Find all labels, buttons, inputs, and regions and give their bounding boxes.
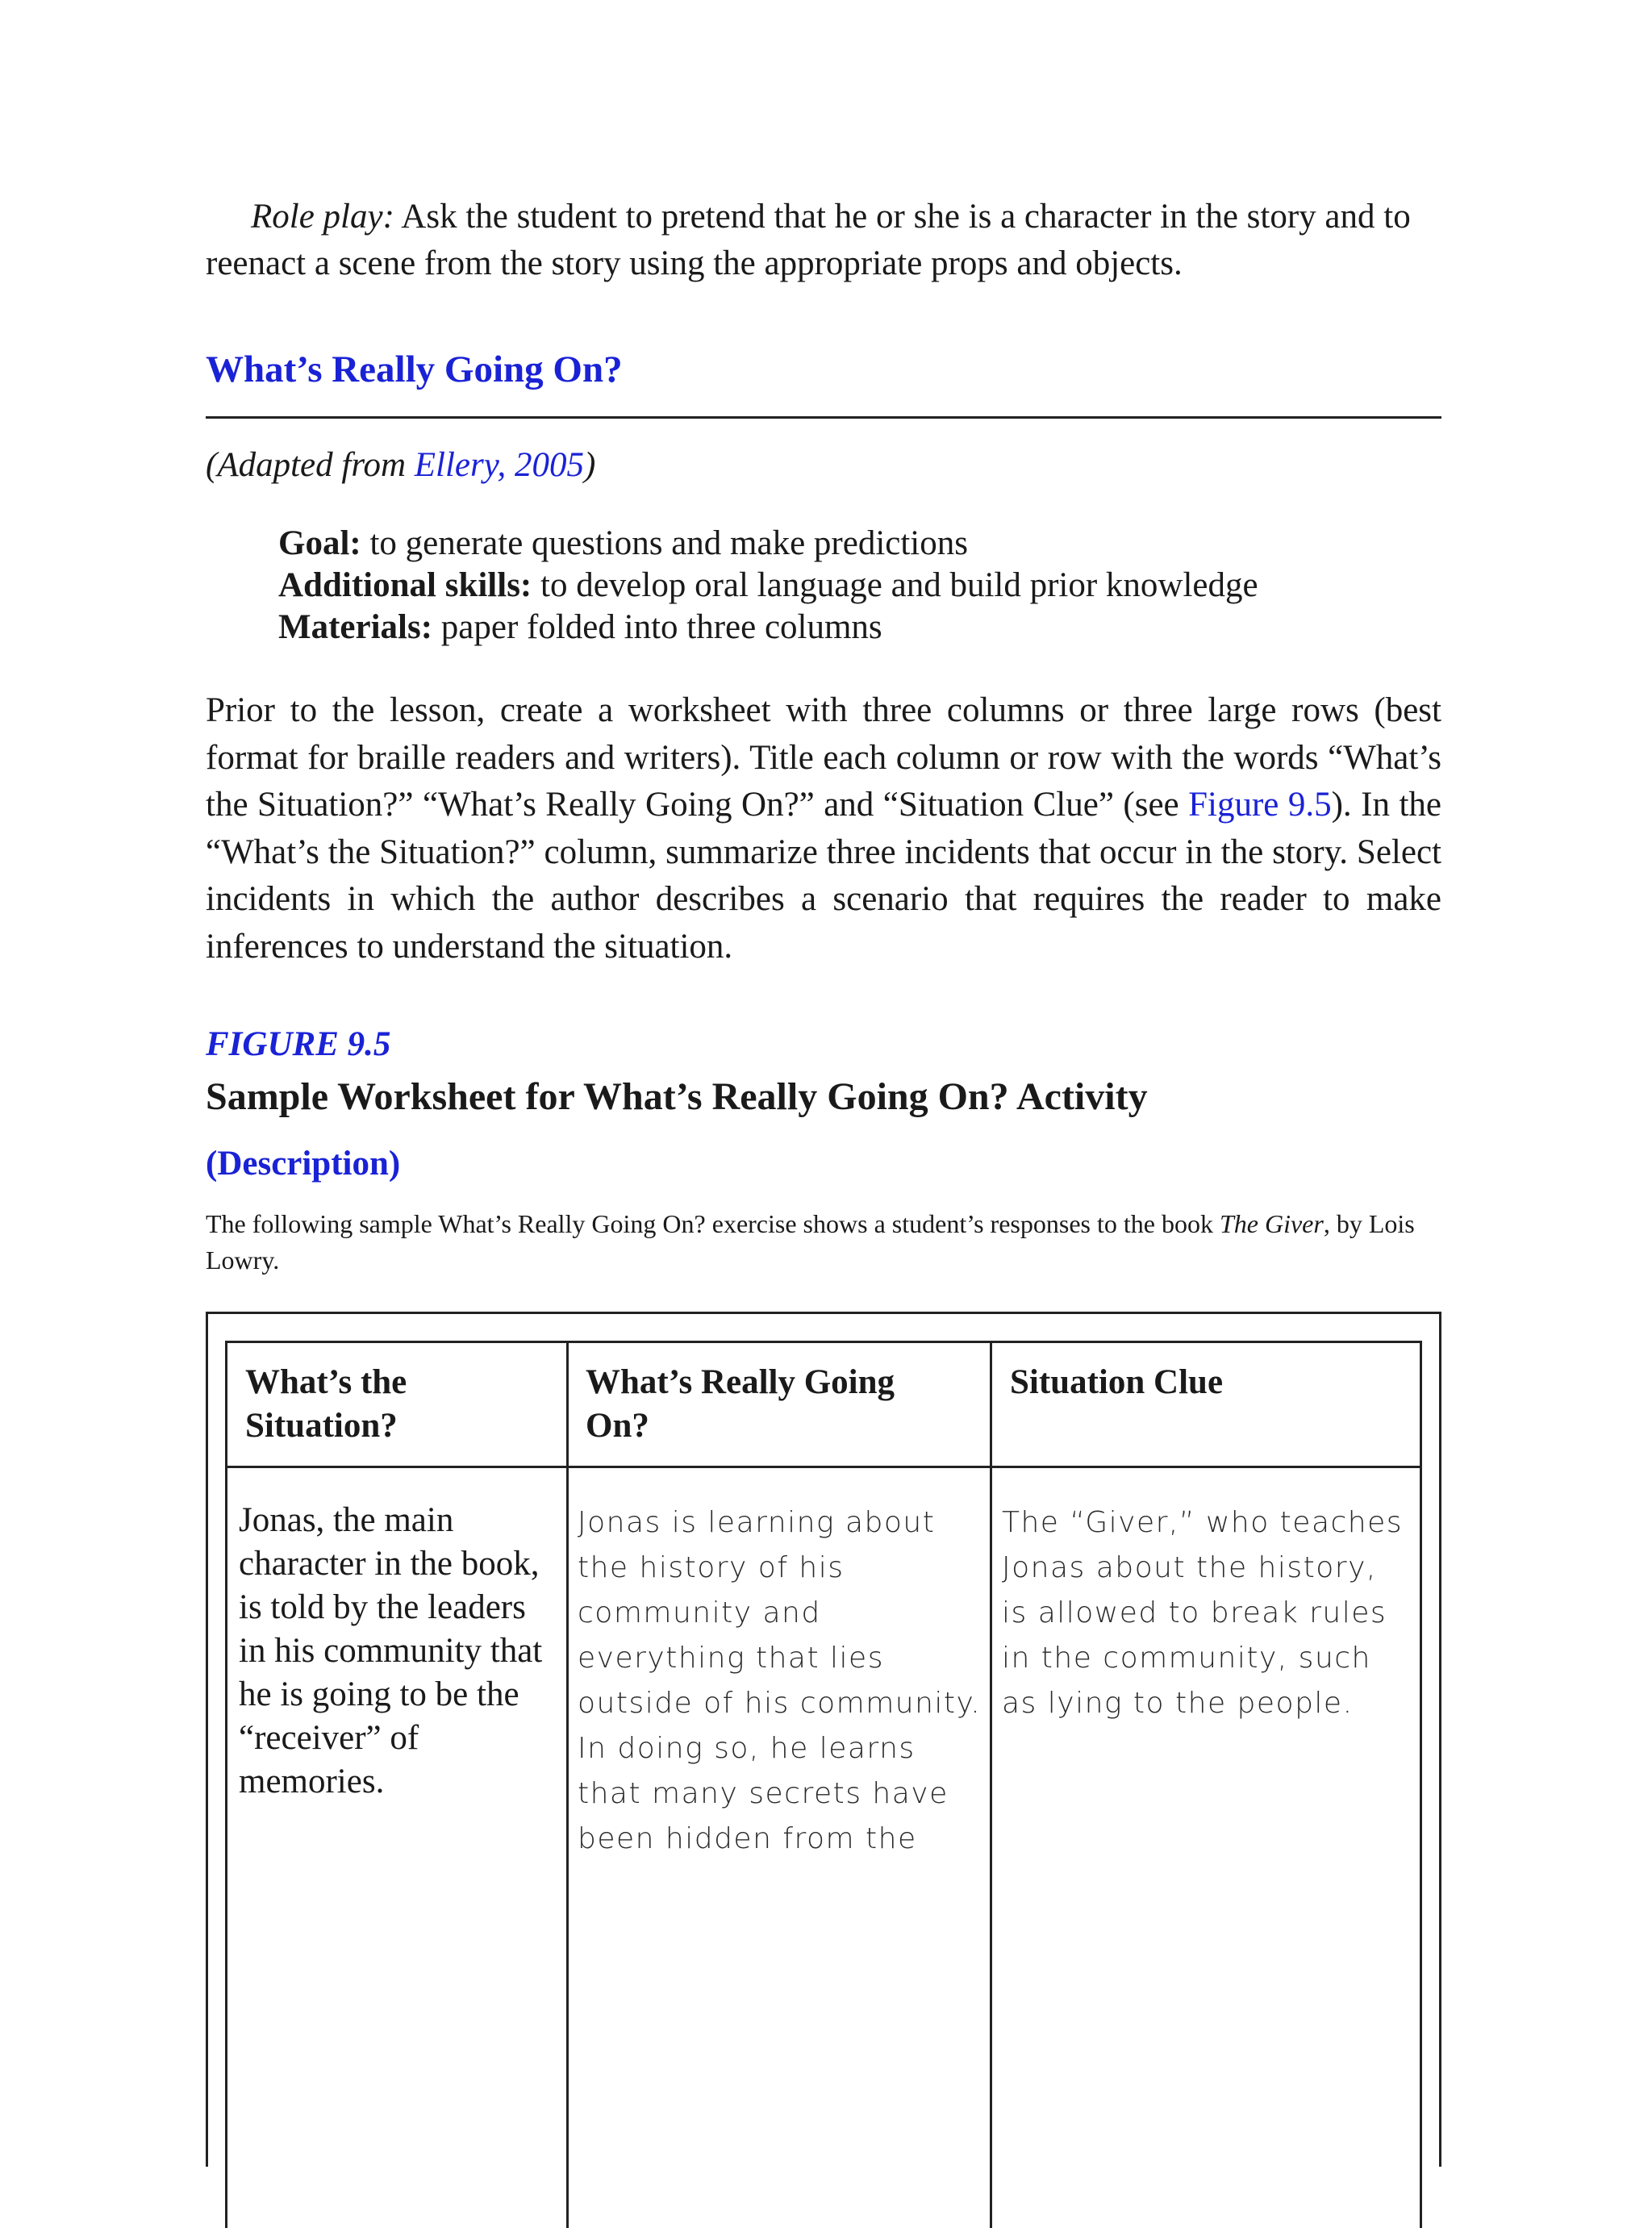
header-line: What’s the [245, 1363, 407, 1401]
adapted-suffix: ) [583, 446, 596, 484]
handwritten-line: as lying to the people. [1002, 1687, 1354, 1720]
materials-text: paper folded into three columns [432, 608, 882, 646]
header-line: On? [586, 1407, 649, 1445]
figure-number: FIGURE 9.5 [206, 1025, 391, 1063]
handwritten-line: been hidden from the [578, 1822, 917, 1855]
book-title: The Giver [1219, 1209, 1324, 1238]
column-divider [566, 1343, 569, 2228]
additional-skills-text: to develop oral language and build prior knowledge [532, 566, 1258, 604]
section-heading: What’s Really Going On? [206, 348, 623, 390]
handwritten-line: everything that lies [578, 1642, 884, 1675]
adapted-from-line [206, 442, 595, 489]
heading-divider [206, 416, 1441, 419]
ellery-citation-link[interactable]: Ellery, 2005 [414, 446, 584, 484]
cell-situation-clue [1002, 1500, 1403, 1726]
additional-skills-line [278, 565, 1258, 607]
handwritten-line: The “Giver,” who teaches [1002, 1506, 1404, 1539]
materials-line [278, 607, 1258, 649]
description-link[interactable]: (Description) [206, 1145, 401, 1183]
role-play-label: Role play: [251, 198, 394, 236]
header-line: Situation Clue [1010, 1363, 1224, 1401]
header-really-going-on [586, 1361, 895, 1448]
header-situation-clue [1010, 1361, 1223, 1404]
role-play-text: Ask the student to pretend that he or she is a character in the story and to reenact a scene from the story using the appropriate props and objects. [206, 198, 1411, 282]
goal-text: to generate questions and make predictions [361, 524, 968, 562]
handwritten-line: community and [578, 1596, 821, 1629]
worksheet-table [225, 1341, 1422, 2228]
figure-title: Sample Worksheet for What’s Really Going On? Activity [206, 1075, 1148, 1118]
handwritten-line: the history of his [578, 1551, 845, 1584]
description-text-2: , by Lois Lowry. [206, 1209, 1415, 1275]
column-divider [990, 1343, 992, 2228]
cell-really-going-on [578, 1500, 981, 1862]
figure-description [206, 1206, 1441, 1279]
goals-block [278, 523, 1258, 649]
prior-to-lesson-paragraph [206, 687, 1441, 970]
cell-situation: Jonas, the main character in the book, is told by the leaders in his community that he is going to be the “receiver” of memories. [239, 1501, 543, 1800]
handwritten-line: In doing so, he learns [578, 1732, 916, 1765]
adapted-prefix: (Adapted from [206, 446, 415, 484]
handwritten-line: in the community, such [1002, 1642, 1371, 1675]
role-play-paragraph [206, 194, 1441, 287]
goal-label: Goal: [278, 524, 361, 562]
materials-label: Materials: [278, 608, 433, 646]
additional-skills-label: Additional skills: [278, 566, 532, 604]
header-divider [227, 1466, 1420, 1468]
header-situation [245, 1361, 407, 1448]
goal-line [278, 523, 1258, 565]
description-text-1: The following sample What’s Really Going On? exercise shows a student’s responses to the book [206, 1209, 1220, 1238]
handwritten-line: Jonas about the history, [1002, 1551, 1377, 1584]
prior-text-1: Prior to the lesson, create a worksheet with three columns or three large rows (best format for braille readers and writers). Title each column or row with the words “What’s the Situation?” “What’s Really Going On?” and “Situation Clue” (see [206, 691, 1441, 824]
header-line: What’s Really Going [586, 1363, 895, 1401]
handwritten-line: Jonas is learning about [578, 1506, 936, 1539]
prior-text-2: ). In the “What’s the Situation?” column, summarize three incidents that occur in the story. Select incidents in which the author describes a scenario that requires the reader to make inferences to understand the situation. [206, 786, 1441, 966]
handwritten-line: is allowed to break rules [1002, 1596, 1387, 1629]
header-line: Situation? [245, 1407, 398, 1445]
handwritten-line: outside of his community. [578, 1687, 982, 1720]
figure-9-5-link[interactable]: Figure 9.5 [1188, 786, 1332, 824]
handwritten-line: that many secrets have [578, 1777, 949, 1810]
